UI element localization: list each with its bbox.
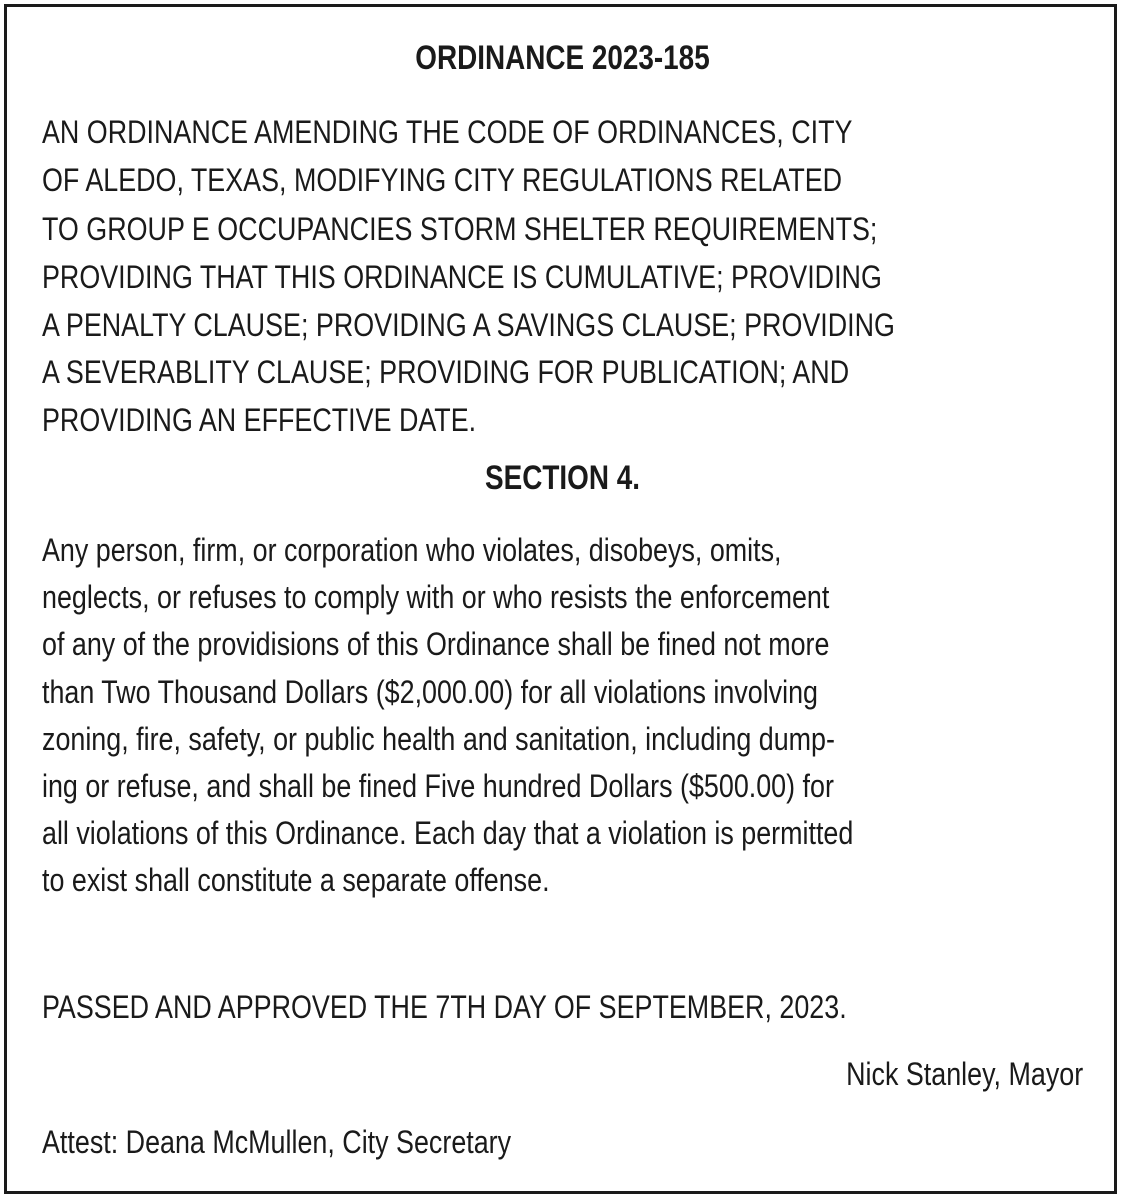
section-line: zoning, fire, safety, or public health and sanitation, including dump- xyxy=(42,721,835,757)
section-line: to exist shall constitute a separate offense. xyxy=(42,862,550,898)
passed-approved-line: PASSED AND APPROVED THE 7TH DAY OF SEPTEMBER, 2023. xyxy=(42,989,847,1025)
section-line: ing or refuse, and shall be fined Five hundred Dollars ($500.00) for xyxy=(42,768,834,804)
ordinance-title: ORDINANCE 2023-185 xyxy=(415,39,710,77)
caption-line: TO GROUP E OCCUPANCIES STORM SHELTER REQUIREMENTS; xyxy=(42,211,878,247)
caption-line: A SEVERABLITY CLAUSE; PROVIDING FOR PUBLICATION; AND xyxy=(42,354,850,390)
attest-line: Attest: Deana McMullen, City Secretary xyxy=(42,1124,512,1160)
caption-line: PROVIDING THAT THIS ORDINANCE IS CUMULATIVE; PROVIDING xyxy=(42,259,882,295)
caption-line: A PENALTY CLAUSE; PROVIDING A SAVINGS CLAUSE; PROVIDING xyxy=(42,307,895,343)
mayor-signature-line: Nick Stanley, Mayor xyxy=(845,1056,1083,1092)
section-line: than Two Thousand Dollars ($2,000.00) for all violations involving xyxy=(42,674,818,710)
section-line: neglects, or refuses to comply with or who resists the enforcement xyxy=(42,579,830,615)
section-line: all violations of this Ordinance. Each day that a violation is permitted xyxy=(42,815,854,851)
caption-line: OF ALEDO, TEXAS, MODIFYING CITY REGULATIONS RELATED xyxy=(42,162,843,198)
section-line: of any of the providisions of this Ordinance shall be fined not more xyxy=(42,626,830,662)
section-heading: SECTION 4. xyxy=(485,459,640,497)
section-line: Any person, firm, or corporation who violates, disobeys, omits, xyxy=(42,532,782,568)
caption-line: AN ORDINANCE AMENDING THE CODE OF ORDINANCES, CITY xyxy=(42,114,853,150)
caption-line: PROVIDING AN EFFECTIVE DATE. xyxy=(42,402,477,438)
